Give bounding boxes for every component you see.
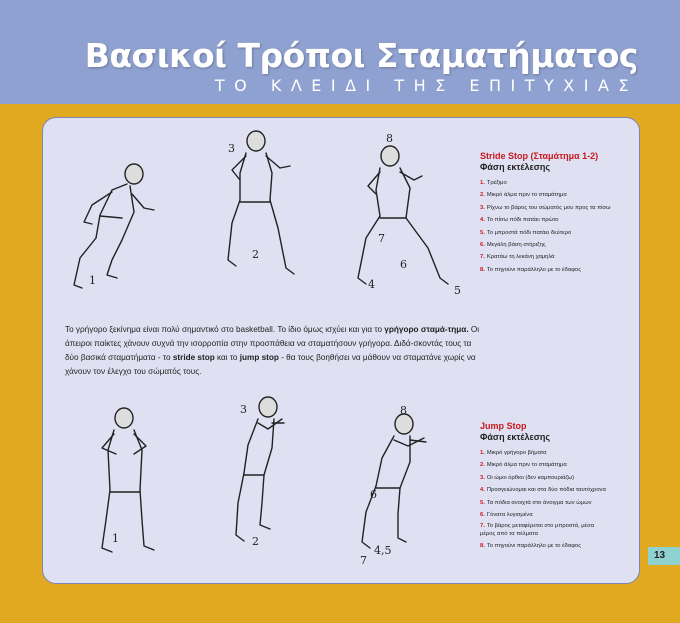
page-title: Βασικοί Τρόποι Σταματήματος — [84, 36, 638, 75]
figure-jump-air — [222, 393, 302, 553]
jump-stop-title: Jump Stop — [480, 421, 527, 431]
list-item: 1. Μικρό γρήγορο βήματα — [480, 450, 547, 456]
figure-label: 1 — [112, 532, 119, 545]
stride-stop-steps — [480, 177, 630, 276]
list-item: 8. Το πηγούνι παράλληλο με το έδαφος — [480, 266, 581, 273]
list-item: 5. Το μπροστά πόδι πατάει δεύτερο — [480, 229, 572, 236]
stride-stop-title: Stride Stop (Σταμάτημα 1-2) — [480, 151, 599, 161]
figure-label: 5 — [454, 284, 461, 297]
figure-label: 1 — [89, 274, 96, 287]
figure-label: 7 — [360, 554, 367, 567]
list-item: 1. Τρέξιμο — [480, 180, 507, 186]
list-item: 6. Γόνατα λυγισμένα — [480, 512, 533, 519]
figure-label: 7 — [378, 232, 385, 245]
figure-label: 2 — [252, 535, 259, 548]
figure-label: 4,5 — [374, 544, 392, 557]
list-item: 4. Το πίσω πόδι πατάει πρώτο — [480, 217, 559, 224]
figure-stride-running — [62, 160, 167, 295]
jump-stop-subtitle: Φάση εκτέλεσης — [480, 432, 551, 442]
figure-label: 4 — [368, 278, 375, 291]
figure-label: 6 — [400, 258, 407, 271]
list-item: 2. Μικρό άλμα πριν το σταμάτημα — [480, 462, 567, 469]
stride-stop-subtitle: Φάση εκτέλεσης — [480, 162, 551, 172]
list-item: 2. Μικρό άλμα πριν το σταμάτημα — [480, 192, 567, 199]
figure-stride-jump — [218, 128, 308, 288]
figure-stride-stop — [348, 128, 466, 298]
figure-label: 3 — [228, 142, 235, 155]
figure-jump-approach — [88, 400, 163, 560]
page-number: 13 — [648, 547, 680, 565]
jump-stop-panel — [480, 421, 630, 553]
page-subtitle: ΤΟ ΚΛΕΙΔΙ ΤΗΣ ΕΠΙΤΥΧΙΑΣ — [214, 76, 638, 95]
list-item: 7. Το βάρος μεταφέρεται στο μπροστά, μέσα μέρος από τα πέλματα — [480, 523, 595, 537]
figure-jump-stop — [348, 402, 448, 567]
list-item: 6. Μεγάλη βάση στήριξης — [480, 242, 546, 249]
list-item: 5. Τα πόδια ανοιχτά στο άνοιγμα των ώμων — [480, 499, 592, 506]
figure-label: 2 — [252, 248, 259, 261]
figure-label: 8 — [400, 404, 407, 417]
intro-paragraph: Το γρήγορο ξεκίνημα είναι πολύ σημαντικό στο basketball. Το ίδιο όμως ισχύει και για το γρήγορο σταμά-τημα. Οι άπειροι παίκτες χάνουν συχνά την ισορροπία στην προσπάθεια να σταματήσουν γρήγορα. Διδά-σκοντάς τους τα δύο βασικά σταματήματα - το stride stop και το jump stop - θα τους βοηθήσει να μάθουν να σταματάνε χωρίς να χάνουν τον έλεγχο του σώματός τους. — [65, 325, 480, 376]
list-item: 3. Οι ώμοι όρθιοι (δεν καμπουριάζω) — [480, 474, 575, 481]
jump-stop-steps — [480, 447, 630, 553]
figure-label: 8 — [386, 132, 393, 145]
header-banner — [0, 0, 680, 104]
list-item: 4. Προσγειώνομαι και στα δύο πόδια ταυτόχρονα — [480, 487, 606, 494]
stride-stop-panel — [480, 151, 630, 276]
figure-label: 6 — [370, 488, 377, 501]
list-item: 8. Το πηγούνι παράλληλο με το έδαφος — [480, 543, 581, 550]
figure-label: 3 — [240, 403, 247, 416]
list-item: 3. Ρίχνω το βάρος του σώματός μου προς τα πίσω — [480, 204, 611, 211]
list-item: 7. Κρατάω τη λεκάνη χαμηλά — [480, 254, 555, 261]
